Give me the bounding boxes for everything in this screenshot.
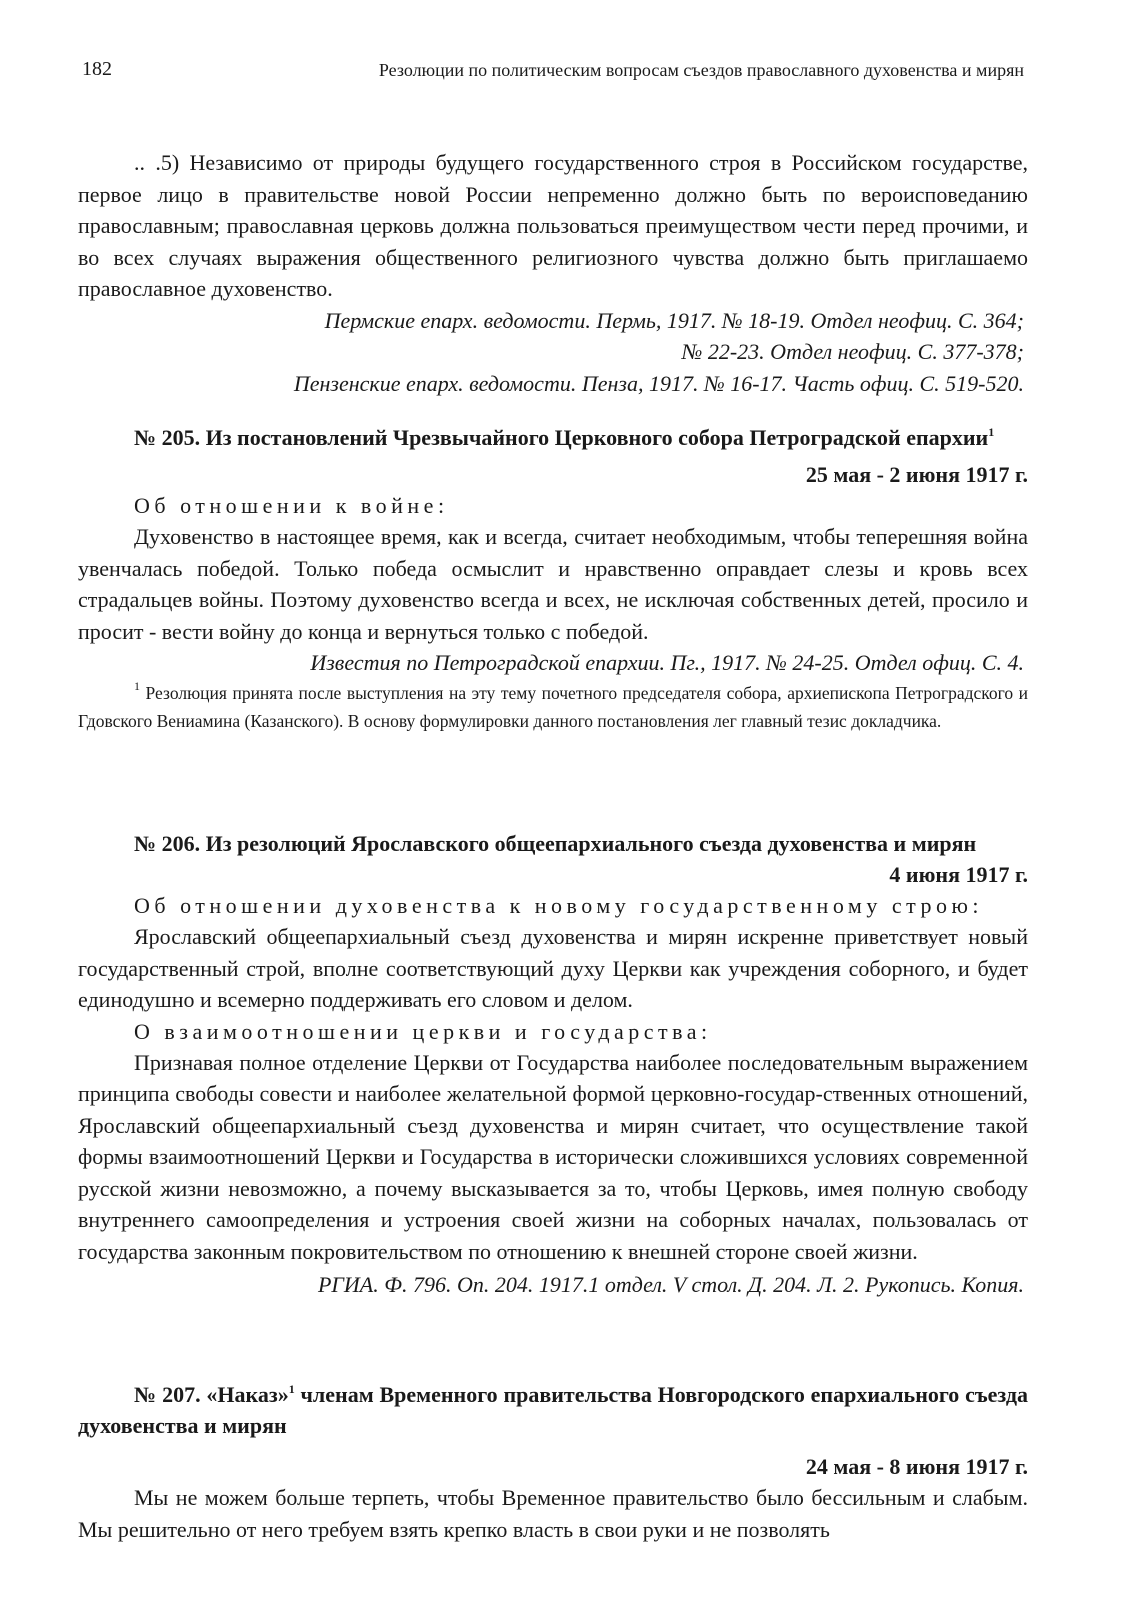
- section-subheading: Об отношении духовенства к новому государственному строю:: [134, 893, 984, 918]
- document-207: [78, 1379, 1028, 1545]
- source-line: Известия по Петроградской епархии. Пг., 1917. № 24-25. Отдел офиц. С. 4.: [310, 650, 1024, 675]
- document-paragraph: Признавая полное отделение Церкви от Государства наиболее последовательным выражением принципа свободы совести и наиболее желательной формой церковно-государ-ственных отношений, Ярославский общеепархиальный съезд духовенства и мирян считает, что осуществление такой формы взаимоотношений Церкви и Государства в исторически сложившихся условиях современной русской жизни невозможно, а почему высказывается за то, чтобы Церковь, имея полную свободу внутреннего самоопределения и устроения своей жизни на соборных началах, пользовалась от государства законным покровительством по отношению к внешней стороне своей жизни.: [78, 1049, 1028, 1264]
- footnote-text: Резолюция принята после выступления на эту тему почетного председателя собора, архиепископа Петроградского и Гдовского Вениамина (Казанского). В основу формулировки данного постановления лег главный тезис докладчика.: [78, 682, 1028, 731]
- page-number: 182: [82, 58, 112, 80]
- footnote-mark: 1: [288, 1382, 295, 1396]
- source-line: РГИА. Ф. 796. Оп. 204. 1917.1 отдел. V стол. Д. 204. Л. 2. Рукопись. Копия.: [317, 1272, 1024, 1297]
- footnote: [78, 679, 1028, 735]
- heading-text: членам Временного правительства Новгородского епархиального съезда духовенства и мирян: [78, 1382, 1029, 1438]
- intro-paragraph: .. .5) Независимо от природы будущего государственного строя в Российском государстве, первое лицо в правительстве новой России непременно должно быть по вероисповеданию православным; православная церковь должна пользоваться преимуществом чести перед прочими, и во всех случаях выражения общественного религиозного чувства должно быть приглашаемо православное духовенство.: [78, 150, 1028, 301]
- paragraph-text: Духовенство в настоящее время, как и всегда, считает необходимым, чтобы теперешняя война увенчалась победой. Только победа осмыслит и нравственно оправдает слезы и кровь всех страдальцев войны. Поэтому духовенство всегда и всех, не исключая собственных детей, просило и просит - вести войну до конца и вернуться только с победой.: [78, 524, 1028, 644]
- document-heading: [78, 1379, 1028, 1441]
- heading-text: № 205. Из постановлений Чрезвычайного Церковного собора Петроградской епархии: [134, 425, 989, 450]
- document-205: [78, 422, 1028, 735]
- intro-block: [78, 147, 1028, 399]
- section-subheading: О взаимоотношении церкви и государства:: [134, 1018, 712, 1044]
- section-subheading: Об отношении к войне:: [134, 493, 449, 518]
- running-title: Резолюции по политическим вопросам съездов православного духовенства и мирян: [378, 60, 1024, 80]
- document-heading: № 206. Из резолюций Ярославского общеепархиального съезда духовенства и мирян: [134, 831, 977, 856]
- document-paragraph: [78, 521, 1028, 647]
- document-heading: [78, 422, 1028, 453]
- document-date: 4 июня 1917 г.: [889, 862, 1028, 887]
- document-date: 24 мая - 8 июня 1917 г.: [805, 1454, 1028, 1479]
- footnote-mark: 1: [988, 425, 995, 439]
- document-206: [78, 828, 1028, 1301]
- footnote-number: 1: [134, 678, 140, 693]
- source-line: Пермские епарх. ведомости. Пермь, 1917. № 18-19. Отдел неофиц. С. 364;: [324, 307, 1024, 333]
- source-line: № 22-23. Отдел неофиц. С. 377-378;: [681, 339, 1024, 364]
- source-line: Пензенские епарх. ведомости. Пенза, 1917. № 16-17. Часть офиц. С. 519-520.: [293, 370, 1024, 396]
- document-date: 25 мая - 2 июня 1917 г.: [805, 462, 1028, 487]
- document-paragraph: Мы не можем больше терпеть, чтобы Временное правительство было бессильным и слабым. Мы решительно от него требуем взять крепко власть в свои руки и не позволять: [78, 1485, 1028, 1542]
- heading-text: № 207. «Наказ»: [134, 1382, 289, 1407]
- document-paragraph: Ярославский общеепархиальный съезд духовенства и мирян искренне приветствует новый государственный строй, вполне соответствующий духу Церкви как учреждения соборного, и будет единодушно и всемерно поддерживать его словом и делом.: [78, 924, 1028, 1012]
